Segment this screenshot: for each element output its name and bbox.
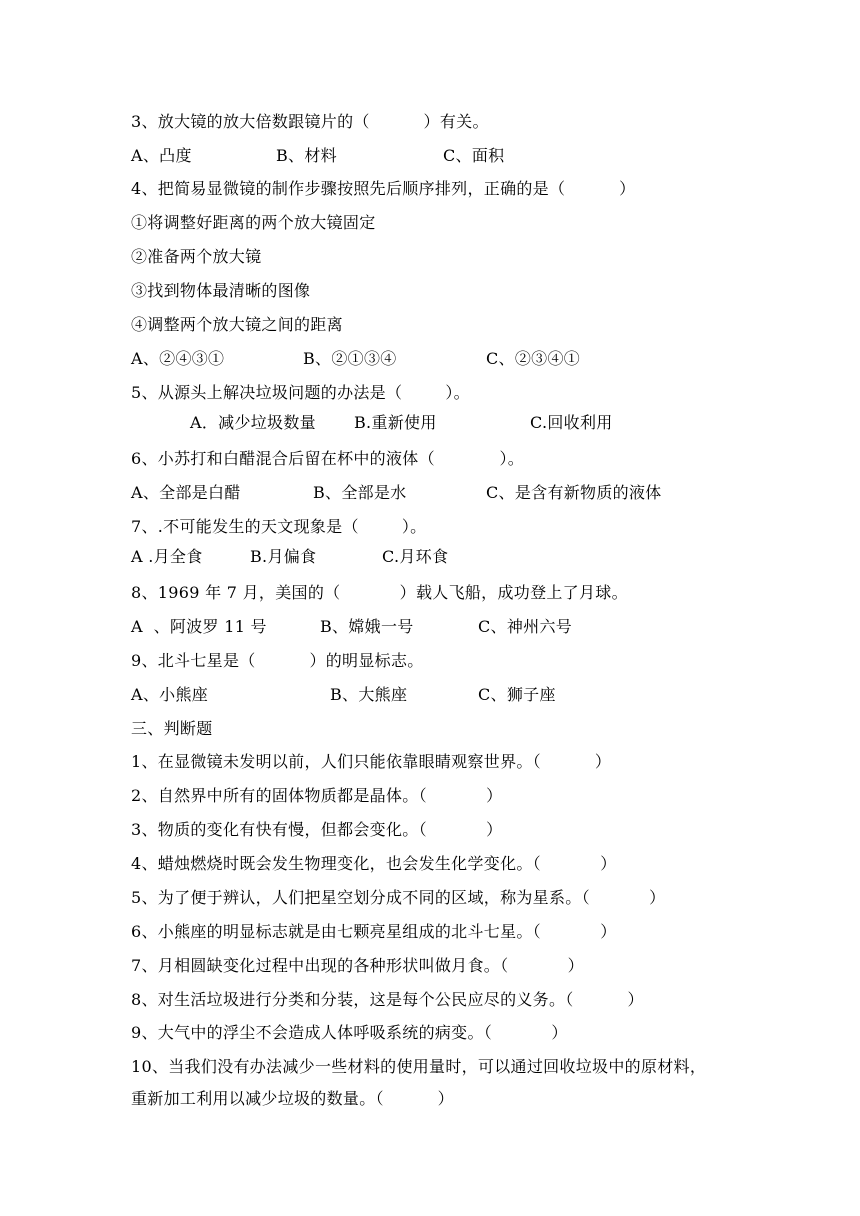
question-5-option-c: C.回收利用 (530, 413, 613, 432)
question-7-option-a: A .月全食 (131, 547, 203, 566)
question-9-option-c: C、狮子座 (478, 685, 556, 704)
judgment-item-1: 1、在显微镜未发明以前，人们只能依靠眼睛观察世界。（ ） (131, 752, 612, 771)
question-6-option-b: B、全部是水 (313, 483, 407, 502)
question-9-option-a: A、小熊座 (131, 685, 209, 704)
question-7-stem: 7、.不可能发生的天文现象是（ ）。 (131, 517, 427, 536)
question-9-stem: 9、北斗七星是（ ）的明显标志。 (131, 651, 424, 670)
question-4-option-b: B、②①③④ (303, 349, 397, 368)
question-4-step-1: ①将调整好距离的两个放大镜固定 (131, 213, 376, 232)
question-7-option-c: C.月环食 (382, 547, 449, 566)
question-6-option-a: A、全部是白醋 (131, 483, 241, 502)
judgment-item-9: 9、大气中的浮尘不会造成人体呼吸系统的病变。（ ） (131, 1023, 568, 1042)
question-8-option-b: B、嫦娥一号 (320, 617, 414, 636)
question-4-step-3: ③找到物体最清晰的图像 (131, 281, 311, 300)
judgment-item-5: 5、为了便于辨认，人们把星空划分成不同的区域，称为星系。（ ） (131, 888, 666, 907)
question-5-stem: 5、从源头上解决垃圾问题的办法是（ ）。 (131, 383, 470, 402)
question-4-step-4: ④调整两个放大镜之间的距离 (131, 315, 343, 334)
judgment-item-7: 7、月相圆缺变化过程中出现的各种形状叫做月食。（ ） (131, 956, 584, 975)
question-3-stem: 3、放大镜的放大倍数跟镜片的（ ）有关。 (131, 112, 489, 131)
question-4-stem: 4、把简易显微镜的制作步骤按照先后顺序排列，正确的是（ ） (131, 179, 636, 198)
judgment-item-6: 6、小熊座的明显标志就是由七颗亮星组成的北斗七星。（ ） (131, 922, 617, 941)
question-3-option-b: B、材料 (276, 146, 337, 165)
question-8-option-c: C、神州六号 (478, 617, 573, 636)
question-6-option-c: C、是含有新物质的液体 (486, 483, 662, 502)
judgment-item-10: 10、当我们没有办法减少一些材料的使用量时，可以通过回收垃圾中的原材料， (131, 1057, 707, 1076)
question-8-option-a: A 、阿波罗 11 号 (131, 617, 267, 636)
question-3-option-c: C、面积 (443, 146, 505, 165)
question-4-option-a: A、②④③① (131, 349, 225, 368)
judgment-item-8: 8、对生活垃圾进行分类和分装，这是每个公民应尽的义务。（ ） (131, 990, 644, 1009)
question-5-option-b: B.重新使用 (354, 413, 437, 432)
question-3-option-a: A、凸度 (131, 146, 192, 165)
judgment-item-10-continued: 重新加工利用以减少垃圾的数量。（ ） (131, 1089, 454, 1108)
section-3-title: 三、判断题 (131, 719, 213, 738)
question-8-stem: 8、1969 年 7 月，美国的（ ）载人飞船，成功登上了月球。 (131, 583, 628, 602)
question-9-option-b: B、大熊座 (330, 685, 408, 704)
judgment-item-2: 2、自然界中所有的固体物质都是晶体。（ ） (131, 786, 503, 805)
question-6-stem: 6、小苏打和白醋混合后留在杯中的液体（ ）。 (131, 449, 525, 468)
judgment-item-3: 3、物质的变化有快有慢，但都会变化。（ ） (131, 820, 503, 839)
question-7-option-b: B.月偏食 (250, 547, 317, 566)
question-4-step-2: ②准备两个放大镜 (131, 247, 262, 266)
question-4-option-c: C、②③④① (486, 349, 581, 368)
question-5-option-a: A．减少垃圾数量 (190, 413, 316, 432)
judgment-item-4: 4、蜡烛燃烧时既会发生物理变化，也会发生化学变化。（ ） (131, 854, 617, 873)
